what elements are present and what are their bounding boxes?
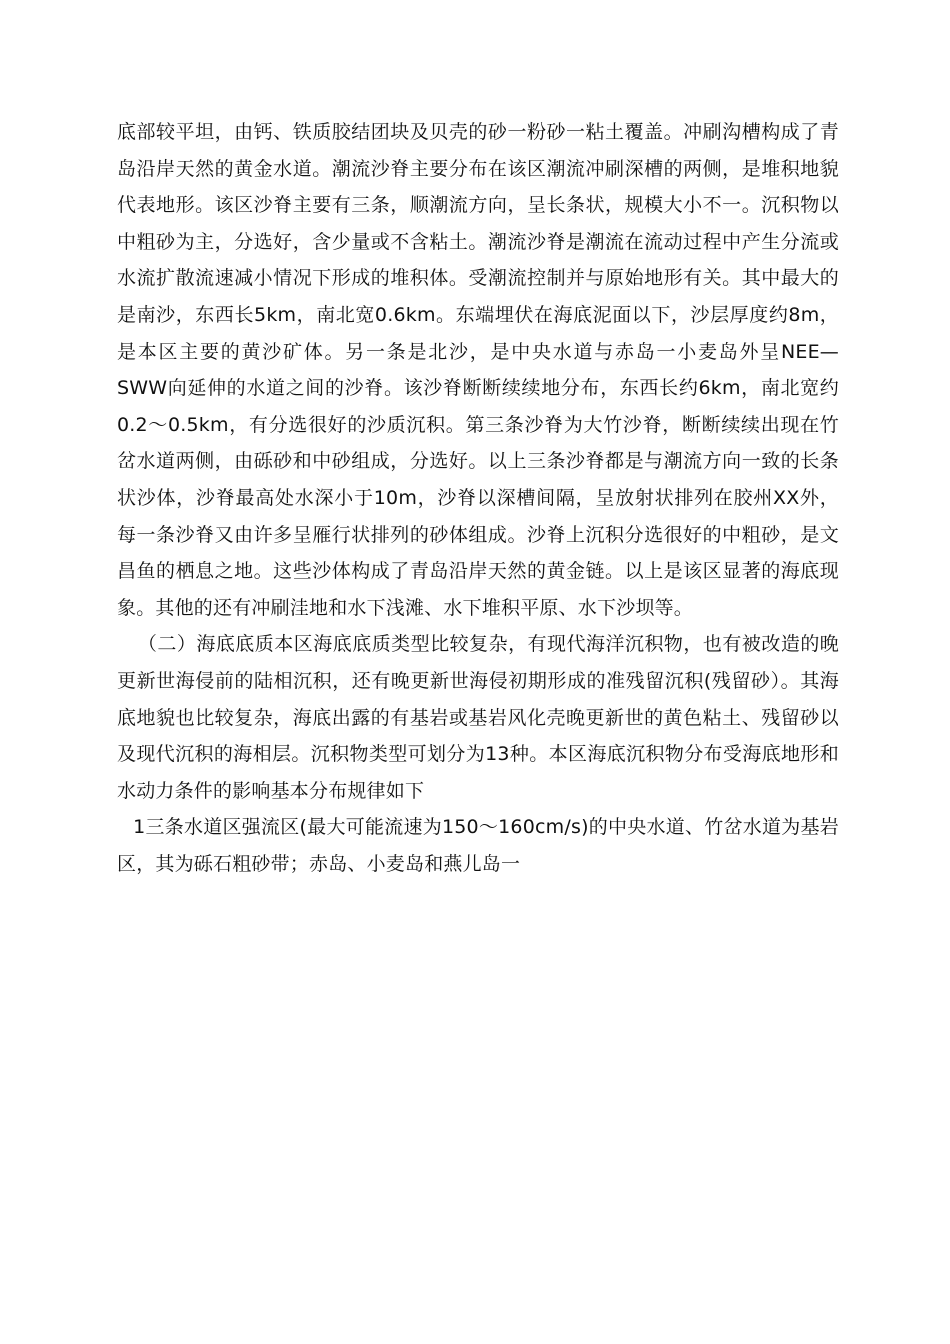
document-body [117, 114, 839, 882]
paragraph-seafloor-sediment: （二）海底底质本区海底底质类型比较复杂，有现代海洋沉积物，也有被改造的晚更新世海侵前的陆相沉积，还有晚更新世海侵初期形成的准残留沉积(残留砂）。其海底地貌也比较复杂，海底出露的有基岩或基岩风化壳晚更新世的黄色粘土、残留砂以及现代沉积的海相层。沉积物类型可划分为13种。本区海底沉积物分布受海底地形和水动力条件的影响基本分布规律如下 [117, 633, 839, 802]
paragraph-channel-zone: 1三条水道区强流区(最大可能流速为150～160cm/s)的中央水道、竹岔水道为基岩区，其为砾石粗砂带；赤岛、小麦岛和燕儿岛一 [117, 816, 839, 875]
paragraph-seafloor-landforms: 底部较平坦，由钙、铁质胶结团块及贝壳的砂一粉砂一粘土覆盖。冲刷沟槽构成了青岛沿岸天然的黄金水道。潮流沙脊主要分布在该区潮流冲刷深槽的两侧，是堆积地貌代表地形。该区沙脊主要有三条，顺潮流方向，呈长条状，规模大小不一。沉积物以中粗砂为主，分选好，含少量或不含粘土。潮流沙脊是潮流在流动过程中产生分流或水流扩散流速减小情况下形成的堆积体。受潮流控制并与原始地形有关。其中最大的是南沙，东西长5km，南北宽0.6km。东端埋伏在海底泥面以下，沙层厚度约8m，是本区主要的黄沙矿体。另一条是北沙，是中央水道与赤岛一小麦岛外呈NEE—SWW向延伸的水道之间的沙脊。该沙脊断断续续地分布，东西长约6km，南北宽约0.2～0.5km，有分选很好的沙质沉积。第三条沙脊为大竹沙脊，断断续续出现在竹岔水道两侧，由砾砂和中砂组成，分选好。以上三条沙脊都是与潮流方向一致的长条状沙体，沙脊最高处水深小于10m，沙脊以深槽间隔，呈放射状排列在胶州XX外，每一条沙脊又由许多呈雁行状排列的砂体组成。沙脊上沉积分选很好的中粗砂，是文昌鱼的栖息之地。这些沙体构成了青岛沿岸天然的黄金链。以上是该区显著的海底现象。其他的还有冲刷洼地和水下浅滩、水下堆积平原、水下沙坝等。 [117, 121, 839, 619]
